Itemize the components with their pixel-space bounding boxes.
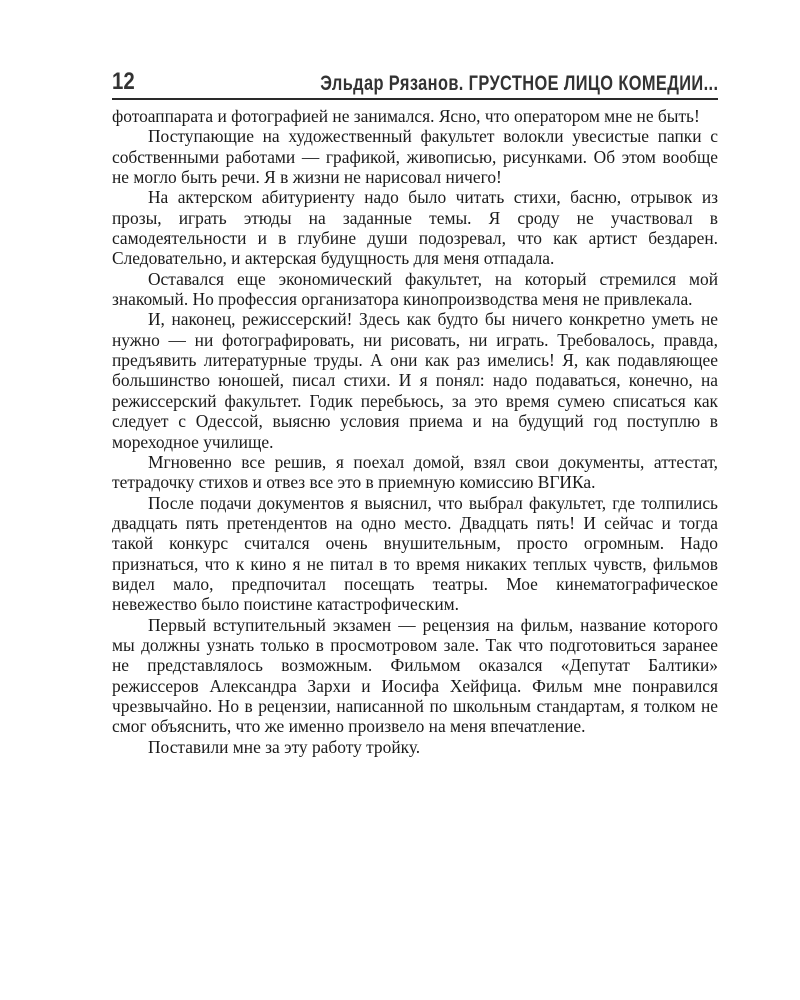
paragraph: Поступающие на художественный факультет волокли увесистые папки с собственными работами — графикой, живописью, рисунками. Об этом вообще не могло быть речи. Я в жизни не нарисовал ничего! — [112, 126, 718, 188]
paragraph: И, наконец, режиссерский! Здесь как будто бы ничего конкретно уметь не нужно — ни фотографировать, ни рисовать, ни играть. Требовалось, правда, предъявить литературные труды. А они как раз имелись! Я, как подавляющее большинство юношей, писал стихи. И я понял: надо подаваться, конечно, на режиссерский факультет. Годик перебьюсь, за это время сумею списаться как следует с Одессой, выясню условия приема и на будущий год поступлю в мореходное училище. — [112, 309, 718, 452]
running-head-title: Эльдар Рязанов. ГРУСТНОЕ ЛИЦО КОМЕДИИ... — [319, 72, 718, 95]
body-text — [112, 106, 718, 757]
paragraph: Мгновенно все решив, я поехал домой, взял свои документы, аттестат, тетрадочку стихов и отвез все это в приемную комиссию ВГИКа. — [112, 451, 718, 493]
page-number: 12 — [112, 68, 135, 95]
paragraph: На актерском абитуриенту надо было читать стихи, басню, отрывок из прозы, играть этюды на заданные темы. Я сроду не участвовал в самодеятельности и в глубине души подозревал, что как артист бездарен. Следовательно, и актерская будущность для меня отпадала. — [112, 187, 718, 269]
paragraph: Первый вступительный экзамен — рецензия на фильм, название которого мы должны узнать только в просмотровом зале. Так что подготовиться заранее не представлялось возможным. Фильмом оказался «Депутат Балтики» режиссеров Александра Зархи и Иосифа Хейфица. Фильм мне понравился чрезвычайно. Но в рецензии, написанной по школьным стандартам, я толком не смог объяснить, что же именно произвело на меня впечатление. — [112, 614, 718, 737]
paragraph: Поставили мне за эту работу тройку. — [148, 736, 421, 757]
paragraph: Оставался еще экономический факультет, на который стремился мой знакомый. Но профессия организатора кинопроизводства меня не привлекала. — [112, 268, 718, 310]
book-page — [112, 60, 718, 757]
running-head — [112, 60, 718, 100]
paragraph-continuation: фотоаппарата и фотографией не занимался. Ясно, что оператором мне не быть! — [112, 106, 700, 126]
paragraph: После подачи документов я выяснил, что выбрал факультет, где толпились двадцать пять претендентов на одно место. Двадцать пять! И сейчас и тогда такой конкурс считался очень внушительным, просто огромным. Надо признаться, что к кино я не питал в то время никаких теплых чувств, фильмов видел мало, предпочитал посещать театры. Мое кинематографическое невежество было поистине катастрофическим. — [112, 492, 718, 615]
